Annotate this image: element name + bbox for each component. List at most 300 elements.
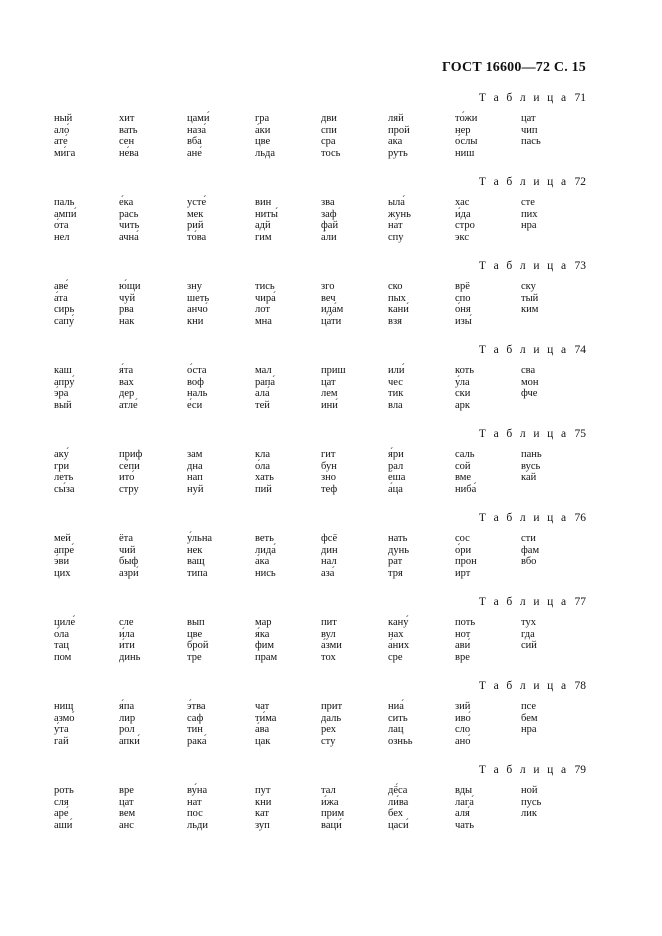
table-column xyxy=(388,701,452,747)
syllable-cell: лик xyxy=(521,808,537,819)
syllable-cell: у́льна xyxy=(187,533,213,544)
table-column xyxy=(255,113,319,159)
syllable-cell: кай xyxy=(521,472,537,483)
syllable-cell: веть xyxy=(255,533,274,544)
table-caption-number: 71 xyxy=(574,92,586,104)
table-column xyxy=(388,113,452,159)
syllable-cell: и́ти xyxy=(119,640,135,651)
syllable-cell: фсё xyxy=(321,533,338,544)
syllable-cell: лага́ xyxy=(455,796,474,808)
syllable-cell: тей xyxy=(255,399,270,411)
syllable-cell: зну xyxy=(187,281,203,292)
syllable-cell: гда xyxy=(521,628,535,640)
table-column xyxy=(455,533,519,579)
table-column xyxy=(255,533,319,579)
syllable-cell: чий xyxy=(119,544,136,556)
syllable-cell: пусь xyxy=(521,796,542,808)
table-column xyxy=(187,197,251,243)
syllable-cell: атле́ xyxy=(119,399,138,411)
syllable-cell: спи xyxy=(321,124,337,136)
table-caption-label: Т а б л и ц а xyxy=(478,344,569,356)
table-caption xyxy=(479,596,586,608)
syllable-cell: азмо́ xyxy=(54,712,75,724)
table-column xyxy=(54,197,118,243)
table-column xyxy=(119,785,183,831)
syllable-cell: нах xyxy=(388,628,404,640)
syllable-cell: лем xyxy=(321,388,338,399)
syllable-cell: сти xyxy=(521,533,536,544)
table-column xyxy=(321,449,385,495)
syllable-cell: ким xyxy=(521,304,539,315)
table-column xyxy=(187,617,251,663)
syllable-cell: нат xyxy=(187,796,202,808)
syllable-cell: цат xyxy=(321,376,336,388)
syllable-cell: и́ла xyxy=(119,628,135,640)
table-block xyxy=(0,260,662,344)
table-column xyxy=(54,281,118,327)
table-column xyxy=(321,785,385,831)
table-column xyxy=(54,533,118,579)
syllable-cell: вусь xyxy=(521,460,541,472)
syllable-cell: зно xyxy=(321,472,337,483)
syllable-cell: апки́ xyxy=(119,735,140,747)
syllable-cell: тац xyxy=(54,640,69,651)
syllable-cell: хать xyxy=(255,472,274,483)
table-column xyxy=(388,785,452,831)
syllable-cell: кани́ xyxy=(388,304,409,315)
syllable-cell: дер xyxy=(119,388,135,399)
syllable-cell: наза́ xyxy=(187,124,207,136)
table-column xyxy=(119,533,183,579)
syllable-cell: арк xyxy=(455,399,471,411)
syllable-cell: паль xyxy=(54,197,75,208)
syllable-cell: я́ри xyxy=(388,449,404,460)
table-column xyxy=(321,281,385,327)
syllable-cell: фай xyxy=(321,220,339,231)
table-caption xyxy=(479,260,586,272)
syllable-cell: ано́ xyxy=(455,735,471,747)
table-column xyxy=(388,365,452,411)
table-caption-number: 72 xyxy=(574,176,586,188)
syllable-cell: аре́ xyxy=(54,808,69,819)
syllable-cell: нись xyxy=(255,567,276,579)
syllable-cell: ваци́ xyxy=(321,819,342,831)
syllable-cell: гра xyxy=(255,113,270,124)
syllable-cell: е́си xyxy=(187,399,203,411)
syllable-cell: вин xyxy=(255,197,272,208)
syllable-cell: вый xyxy=(54,399,72,411)
table-column xyxy=(321,701,385,747)
syllable-cell: тин xyxy=(187,724,203,735)
syllable-cell: пых xyxy=(388,292,406,304)
syllable-cell: сло xyxy=(455,724,471,735)
syllable-cell: рака́ xyxy=(187,735,207,747)
syllable-cell: воф xyxy=(187,376,204,388)
syllable-cell: нел xyxy=(54,231,70,243)
syllable-cell: аза́ xyxy=(321,567,335,579)
syllable-cell: о́ла xyxy=(255,460,271,472)
syllable-cell: а́ки xyxy=(255,124,271,136)
syllable-cell: тох xyxy=(321,651,336,663)
syllable-cell: нал xyxy=(321,556,337,567)
syllable-cell: пань xyxy=(521,449,542,460)
syllable-cell: ляй xyxy=(388,113,404,124)
syllable-cell: пит xyxy=(321,617,337,628)
syllable-cell: ида́м xyxy=(321,304,344,315)
syllable-cell: гай xyxy=(54,735,69,747)
syllable-cell: ву́на xyxy=(187,785,208,796)
table-column xyxy=(388,449,452,495)
table-caption-number: 78 xyxy=(574,680,586,692)
table-column xyxy=(455,617,519,663)
table-column xyxy=(119,365,183,411)
syllable-cell: я́па xyxy=(119,701,135,712)
syllable-cell: тал xyxy=(321,785,336,796)
syllable-cell: нак xyxy=(119,315,135,327)
syllable-cell: вать xyxy=(119,124,138,136)
page-header: ГОСТ 16600—72 С. 15 xyxy=(442,60,586,75)
syllable-cell: ниба́ xyxy=(455,483,477,495)
syllable-cell: ный xyxy=(54,113,73,124)
table-column xyxy=(187,785,251,831)
syllable-cell: льди xyxy=(187,819,208,831)
syllable-cell: поть xyxy=(455,617,476,628)
syllable-cell: гит xyxy=(321,449,336,460)
syllable-cell: рва xyxy=(119,304,134,315)
syllable-cell: цаси́ xyxy=(388,819,409,831)
syllable-cell: сирь xyxy=(54,304,75,315)
syllable-cell: рал xyxy=(388,460,404,472)
syllable-cell: лац xyxy=(388,724,404,735)
syllable-cell: сту xyxy=(321,735,336,747)
syllable-cell: быф xyxy=(119,556,139,567)
syllable-cell: саф xyxy=(187,712,204,724)
syllable-cell: сля xyxy=(54,796,69,808)
syllable-cell: гим xyxy=(255,231,272,243)
tables-container xyxy=(0,92,662,848)
syllable-cell: прит xyxy=(321,701,343,712)
table-caption-label: Т а б л и ц а xyxy=(478,428,569,440)
syllable-cell: чать xyxy=(455,819,475,831)
syllable-cell: ти́ма xyxy=(255,712,277,724)
table-caption-label: Т а б л и ц а xyxy=(478,764,569,776)
syllable-cell: мек xyxy=(187,208,204,220)
syllable-cell: вре xyxy=(455,651,470,663)
table-column xyxy=(255,449,319,495)
table-caption-label: Т а б л и ц а xyxy=(478,92,569,104)
syllable-cell: анс xyxy=(119,819,134,831)
table-column xyxy=(388,281,452,327)
syllable-cell: прам xyxy=(255,651,278,663)
syllable-cell: чип xyxy=(521,124,538,136)
syllable-cell: цак xyxy=(255,735,271,747)
table-caption-number: 75 xyxy=(574,428,586,440)
table-column xyxy=(255,701,319,747)
syllable-cell: экс xyxy=(455,231,470,243)
syllable-cell: нер xyxy=(455,124,471,136)
syllable-cell: озньь xyxy=(388,735,413,747)
syllable-cell: ли́ва xyxy=(388,796,409,808)
table-column xyxy=(455,365,519,411)
table-column xyxy=(455,701,519,747)
table-block xyxy=(0,176,662,260)
syllable-cell: фам xyxy=(521,544,540,556)
syllable-cell: мна xyxy=(255,315,272,327)
syllable-cell: рат xyxy=(388,556,403,567)
syllable-cell: цве xyxy=(255,136,271,147)
syllable-cell: о́ста xyxy=(187,365,207,376)
syllable-cell: кни xyxy=(187,315,204,327)
syllable-cell: ирт xyxy=(455,567,471,579)
syllable-cell: ини́ xyxy=(321,399,338,411)
syllable-cell: зва xyxy=(321,197,335,208)
syllable-cell: э́ви xyxy=(54,556,70,567)
table-column xyxy=(119,449,183,495)
syllable-cell: сий xyxy=(521,640,537,651)
syllable-cell: я́ка xyxy=(255,628,270,640)
syllable-cell: прон xyxy=(455,556,477,567)
syllable-cell: врё xyxy=(455,281,470,292)
syllable-cell: ца́ти xyxy=(321,315,342,327)
syllable-cell: вул xyxy=(321,628,336,640)
syllable-cell: заф xyxy=(321,208,337,220)
table-column xyxy=(455,449,519,495)
table-block xyxy=(0,596,662,680)
syllable-cell: рапа́ xyxy=(255,376,276,388)
table-column xyxy=(521,785,585,820)
syllable-cell: дё́са xyxy=(388,785,408,796)
syllable-cell: ски xyxy=(455,388,471,399)
syllable-cell: теф xyxy=(321,483,338,495)
syllable-cell: тух xyxy=(521,617,536,628)
syllable-cell: сле xyxy=(119,617,134,628)
syllable-cell: сос xyxy=(455,533,470,544)
table-column xyxy=(255,197,319,243)
syllable-cell: нищ xyxy=(54,701,74,712)
syllable-cell: э́ра xyxy=(54,388,69,399)
syllable-cell: сой xyxy=(455,460,471,472)
table-caption-number: 76 xyxy=(574,512,586,524)
syllable-cell: ващ xyxy=(187,556,205,567)
syllable-cell: лот xyxy=(255,304,270,315)
syllable-cell: стру xyxy=(119,483,139,495)
table-column xyxy=(521,365,585,400)
syllable-cell: спу xyxy=(388,231,404,243)
syllable-cell: у́та xyxy=(54,724,69,735)
syllable-cell: ала́ xyxy=(255,388,270,399)
table-column xyxy=(119,197,183,243)
table-caption xyxy=(479,176,586,188)
syllable-cell: а́ца xyxy=(388,483,403,495)
syllable-cell: аля́ xyxy=(455,808,470,819)
table-caption xyxy=(479,764,586,776)
syllable-cell: ниа́ xyxy=(388,701,404,712)
syllable-cell: сре xyxy=(388,651,403,663)
syllable-cell: взя xyxy=(388,315,402,327)
syllable-cell: гри xyxy=(54,460,70,472)
syllable-cell: лида́ xyxy=(255,544,276,556)
syllable-cell: типа xyxy=(187,567,208,579)
syllable-cell: цами́ xyxy=(187,113,210,124)
syllable-cell: нуй xyxy=(187,483,204,495)
table-caption-label: Т а б л и ц а xyxy=(478,680,569,692)
syllable-cell: или́ xyxy=(388,365,405,376)
table-column xyxy=(455,785,519,831)
syllable-cell: кни xyxy=(255,796,272,808)
syllable-cell: приш xyxy=(321,365,346,376)
syllable-cell: о́та xyxy=(54,220,69,231)
syllable-cell: вбо xyxy=(521,556,537,567)
syllable-cell: рех xyxy=(321,724,337,735)
syllable-cell: у́ла xyxy=(455,376,470,388)
syllable-cell: хит xyxy=(119,113,135,124)
table-column xyxy=(187,449,251,495)
table-column xyxy=(321,533,385,579)
table-column xyxy=(521,701,585,736)
syllable-cell: о́ри xyxy=(455,544,472,556)
syllable-cell: пих xyxy=(521,208,538,220)
syllable-cell: сить xyxy=(388,712,408,724)
syllable-cell: прим xyxy=(321,808,345,819)
table-column xyxy=(187,533,251,579)
syllable-cell: а́них xyxy=(388,640,410,651)
syllable-cell: не́ва xyxy=(119,147,139,159)
syllable-cell: вып xyxy=(187,617,205,628)
syllable-cell: апре́ xyxy=(54,544,75,556)
syllable-cell: аве́ xyxy=(54,281,69,292)
syllable-cell: вем xyxy=(119,808,136,819)
syllable-cell: е́ша xyxy=(388,472,406,483)
table-caption-label: Т а б л и ц а xyxy=(478,512,569,524)
syllable-cell: кла xyxy=(255,449,271,460)
table-column xyxy=(187,113,251,159)
table-column xyxy=(54,449,118,495)
table-caption xyxy=(479,92,586,104)
syllable-cell: е́ка xyxy=(119,197,134,208)
syllable-cell: дунь xyxy=(388,544,409,556)
table-column xyxy=(255,617,319,663)
syllable-cell: то́жи xyxy=(455,113,478,124)
syllable-cell: э́тва xyxy=(187,701,206,712)
syllable-cell: пась xyxy=(521,136,541,147)
syllable-cell: сра xyxy=(321,136,336,147)
syllable-cell: хас xyxy=(455,197,470,208)
table-column xyxy=(321,617,385,663)
syllable-cell: приф xyxy=(119,449,143,460)
syllable-cell: зам xyxy=(187,449,203,460)
table-caption xyxy=(479,680,586,692)
table-column xyxy=(388,533,452,579)
table-caption-label: Т а б л и ц а xyxy=(478,260,569,272)
syllable-cell: а́та xyxy=(54,292,68,304)
syllable-cell: пом xyxy=(54,651,72,663)
table-caption xyxy=(479,512,586,524)
syllable-cell: бех xyxy=(388,808,403,819)
syllable-cell: пос xyxy=(187,808,203,819)
syllable-cell: динь xyxy=(119,651,141,663)
syllable-cell: вре xyxy=(119,785,134,796)
syllable-cell: стро xyxy=(455,220,475,231)
table-column xyxy=(119,281,183,327)
syllable-cell: саль xyxy=(455,449,475,460)
syllable-cell: нот xyxy=(455,628,471,640)
syllable-cell: каш xyxy=(54,365,72,376)
syllable-cell: тря xyxy=(388,567,403,579)
table-column xyxy=(521,617,585,652)
syllable-cell: вме xyxy=(455,472,472,483)
syllable-cell: ампи́ xyxy=(54,208,77,220)
syllable-cell: тре xyxy=(187,651,202,663)
table-column xyxy=(187,281,251,327)
syllable-cell: ито́ xyxy=(119,472,135,483)
table-column xyxy=(521,197,585,232)
table-block xyxy=(0,92,662,176)
syllable-cell: спо xyxy=(455,292,471,304)
syllable-cell: чат xyxy=(255,701,270,712)
syllable-cell: фче xyxy=(521,388,538,399)
table-column xyxy=(521,113,585,148)
syllable-cell: рась xyxy=(119,208,139,220)
table-column xyxy=(119,701,183,747)
syllable-cell: анчо́ xyxy=(187,304,208,315)
syllable-cell: цве xyxy=(187,628,203,640)
syllable-cell: цат xyxy=(119,796,134,808)
syllable-cell: нать xyxy=(388,533,408,544)
table-caption-number: 73 xyxy=(574,260,586,272)
table-caption xyxy=(479,344,586,356)
syllable-cell: ниты́ xyxy=(255,208,278,220)
syllable-cell: ми́га xyxy=(54,147,76,159)
syllable-cell: мар xyxy=(255,617,272,628)
syllable-cell: брой xyxy=(187,640,209,651)
syllable-cell: ави́ xyxy=(455,640,471,651)
syllable-cell: нра xyxy=(521,724,537,735)
syllable-cell: вла xyxy=(388,399,403,411)
table-column xyxy=(119,113,183,159)
syllable-cell: адй xyxy=(255,220,271,231)
syllable-cell: я́та xyxy=(119,365,134,376)
syllable-cell: ниш xyxy=(455,147,475,159)
syllable-cell: шеть xyxy=(187,292,210,304)
table-column xyxy=(521,281,585,316)
syllable-cell: и́жа xyxy=(321,796,339,808)
syllable-cell: нат xyxy=(388,220,403,231)
syllable-cell: ной xyxy=(521,785,538,796)
syllable-cell: рий xyxy=(187,220,204,231)
syllable-cell: а́ли xyxy=(321,231,337,243)
syllable-cell: нра xyxy=(521,220,537,231)
table-caption-number: 79 xyxy=(574,764,586,776)
syllable-cell: наль xyxy=(187,388,208,399)
syllable-cell: роть xyxy=(54,785,74,796)
syllable-cell: изы́ xyxy=(455,315,472,327)
syllable-cell: ака xyxy=(388,136,403,147)
syllable-cell: жунь xyxy=(388,208,411,220)
syllable-cell: о́слы xyxy=(455,136,478,147)
syllable-cell: рол xyxy=(119,724,135,735)
syllable-cell: дви xyxy=(321,113,337,124)
syllable-cell: пий xyxy=(255,483,272,495)
syllable-cell: нек xyxy=(187,544,203,556)
syllable-cell: сва xyxy=(521,365,536,376)
table-block xyxy=(0,428,662,512)
syllable-cell: то́ва xyxy=(187,231,207,243)
table-caption-number: 77 xyxy=(574,596,586,608)
syllable-cell: фим xyxy=(255,640,275,651)
syllable-cell: кану́ xyxy=(388,617,409,628)
syllable-cell: мал xyxy=(255,365,272,376)
syllable-cell: ску xyxy=(521,281,536,292)
